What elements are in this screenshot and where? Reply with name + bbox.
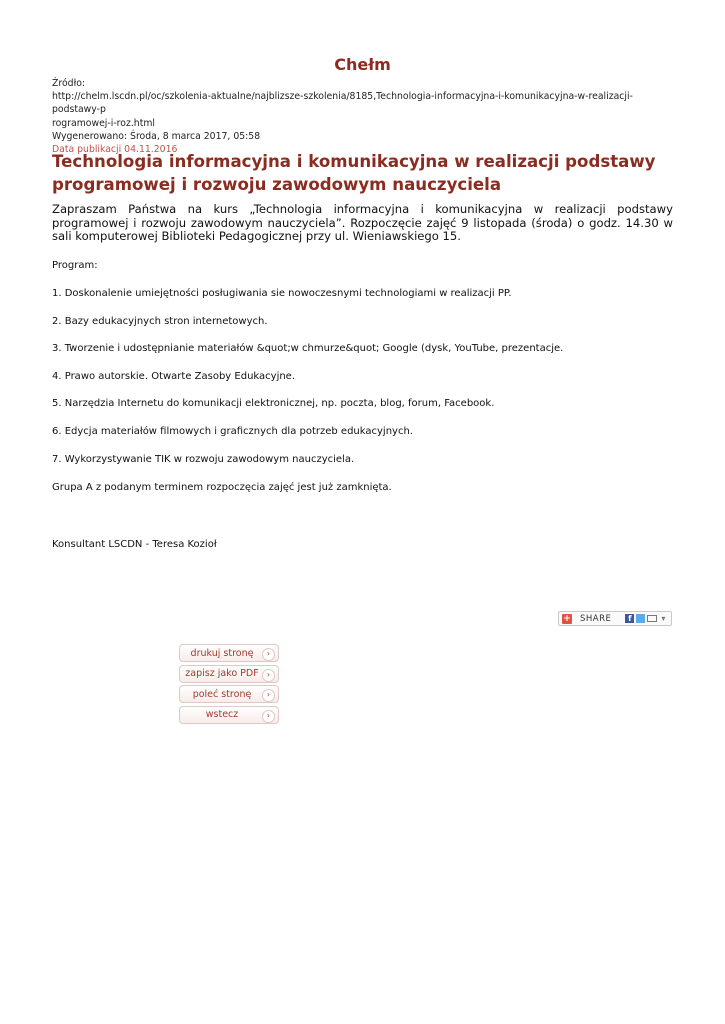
program-list bbox=[52, 287, 673, 480]
chevron-right-icon: › bbox=[262, 669, 275, 682]
group-closed-note: Grupa A z podanym terminem rozpoczęcia zajęć jest już zamknięta. bbox=[52, 482, 392, 493]
program-item: 7. Wykorzystywanie TIK w rozwoju zawodowym nauczyciela. bbox=[52, 453, 355, 465]
twitter-icon[interactable] bbox=[636, 614, 645, 623]
program-item: 5. Narzędzia Internetu do komunikacji elektronicznej, np. poczta, blog, forum, Facebook. bbox=[52, 398, 495, 410]
facebook-icon[interactable]: f bbox=[625, 614, 634, 623]
more-icon[interactable]: ▾ bbox=[661, 614, 666, 623]
back-label: wstecz bbox=[205, 709, 239, 720]
article-title: Technologia informacyjna i komunikacyjna w realizacji podstawy programowej i rozwoju zawodowym nauczyciela bbox=[52, 152, 656, 194]
addthis-plus-icon: + bbox=[563, 613, 571, 624]
page-actions bbox=[179, 644, 281, 726]
print-page-label: drukuj stronę bbox=[190, 647, 254, 659]
back-button[interactable] bbox=[179, 706, 279, 724]
site-title: Chełm bbox=[334, 55, 391, 74]
program-item: 3. Tworzenie i udostępnianie materiałów &quot;w chmurze&quot; Google (dysk, YouTube, prezentacje. bbox=[52, 343, 564, 355]
chevron-right-icon: › bbox=[262, 689, 275, 702]
generated-date: Wygenerowano: Środa, 8 marca 2017, 05:58 bbox=[52, 130, 261, 142]
source-url[interactable] bbox=[52, 90, 673, 130]
source-label: Źródło: bbox=[52, 78, 86, 89]
program-item: 1. Doskonalenie umiejętności posługiwania sie nowoczesnymi technologiami w realizacji PP. bbox=[52, 288, 512, 299]
publication-date: Data publikacji 04.11.2016 bbox=[52, 144, 178, 156]
share-label: SHARE bbox=[580, 613, 612, 624]
article-intro: Zapraszam Państwa na kurs „Technologia informacyjna i komunikacyjna w realizacji podstawy programowej i rozwoju zawodowym nauczyciela”. Rozpoczęcie zajęć 9 listopada (środa) o godz. 14.30 w sali komputerowej Biblioteki Pedagogicznej przy ul. Wieniawskiego 15. bbox=[52, 202, 673, 244]
program-item: 2. Bazy edukacyjnych stron internetowych. bbox=[52, 315, 268, 327]
recommend-page-button[interactable] bbox=[179, 685, 279, 703]
program-label: Program: bbox=[52, 260, 98, 271]
email-icon[interactable] bbox=[647, 615, 657, 622]
save-pdf-button[interactable] bbox=[179, 665, 279, 683]
author-signature: Konsultant LSCDN - Teresa Kozioł bbox=[52, 539, 217, 550]
share-button[interactable] bbox=[558, 611, 672, 626]
program-item: 4. Prawo autorskie. Otwarte Zasoby Edukacyjne. bbox=[52, 370, 296, 382]
chevron-right-icon: › bbox=[262, 710, 275, 723]
print-page-button[interactable] bbox=[179, 644, 279, 662]
chevron-right-icon: › bbox=[262, 648, 275, 661]
document-meta bbox=[52, 77, 673, 156]
source-url-line1[interactable]: http://chelm.lscdn.pl/oc/szkolenia-aktualne/najblizsze-szkolenia/8185,Technologia-informacyjna-i-komunikacyjna-w-realizacji-podstawy-p bbox=[52, 91, 633, 116]
source-url-line2[interactable]: rogramowej-i-roz.html bbox=[52, 117, 155, 129]
program-item: 6. Edycja materiałów filmowych i graficznych dla potrzeb edukacyjnych. bbox=[52, 425, 413, 437]
save-pdf-label: zapisz jako PDF bbox=[185, 668, 259, 679]
recommend-page-label: poleć stronę bbox=[192, 688, 252, 700]
